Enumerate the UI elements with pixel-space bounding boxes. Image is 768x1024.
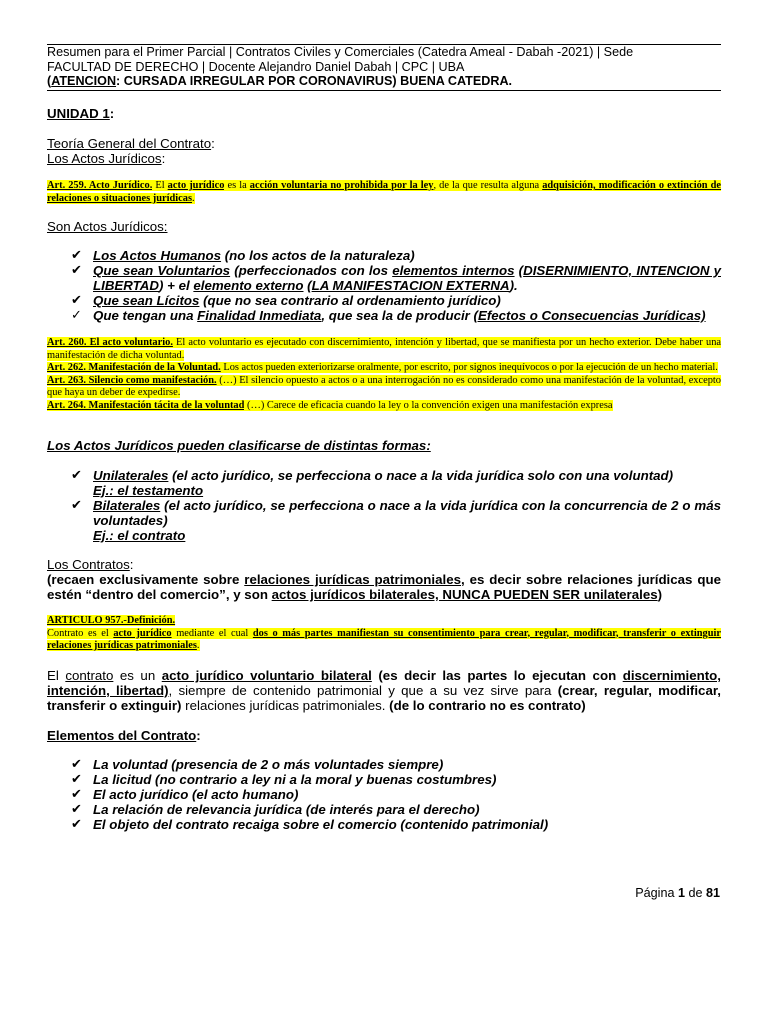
list-item: ✔ Los Actos Humanos (no los actos de la naturaleza) <box>71 248 415 263</box>
articles-260-264 <box>47 337 721 412</box>
check-icon: ✔ <box>71 248 82 263</box>
check-icon: ✔ <box>71 772 82 787</box>
definicion-paragraph: El contrato es un acto jurídico voluntario bilateral (es decir las partes lo ejecutan con discernimiento, intención, libertad), siempre de contenido patrimonial y que a su vez sirve para (crear, regular, modificar, transferir o extinguir) relaciones jurídicas patrimoniales. (de lo contrario no es contrato) <box>47 668 721 713</box>
list-item: ✔ El objeto del contrato recaiga sobre el comercio (contenido patrimonial) <box>71 817 549 832</box>
article-263: Art. 263. Silencio como manifestación. (…) El silencio opuesto a actos o a una interrogación no es considerado como una manifestación de la voluntad, excepto que haya un deber de expedirse. <box>47 374 721 398</box>
check-icon: ✔ <box>71 757 82 772</box>
list-item: ✔ Unilaterales (el acto jurídico, se perfecciona o nace a la vida jurídica solo con una voluntad) Ej.: el testamento <box>71 468 674 498</box>
article-260: Art. 260. El acto voluntario. El acto voluntario es ejecutado con discernimiento, intención y libertad, que se manifiesta por un hecho exterior. Debe haber una manifestación de dicha voluntad. <box>47 337 721 361</box>
list-item: ✔ La relación de relevancia jurídica (de interés para el derecho) <box>71 802 480 817</box>
section-heading-contratos: Los Contratos: <box>47 557 134 572</box>
check-icon: ✔ <box>71 293 82 308</box>
section-heading-son-actos: Son Actos Jurídicos: <box>47 219 168 234</box>
check-icon: ✔ <box>71 498 82 513</box>
list-item: ✓ Que tengan una Finalidad Inmediata, que sea la de producir (Efectos o Consecuencias Jurídicas) <box>71 308 706 323</box>
article-264: Art. 264. Manifestación tácita de la voluntad (…) Carece de eficacia cuando la ley o la convención exigen una manifestación expresa <box>47 399 613 411</box>
header-line-1: Resumen para el Primer Parcial | Contratos Civiles y Comerciales (Catedra Ameal - Dabah -2021) | Sede <box>47 45 634 59</box>
header-line-2: FACULTAD DE DERECHO | Docente Alejandro Daniel Dabah | CPC | UBA <box>47 59 465 74</box>
section-heading-clasificacion: Los Actos Jurídicos pueden clasificarse de distintas formas: <box>47 438 431 453</box>
list-item: ✔ Que sean Voluntarios (perfeccionados con los elementos internos (DISERNIMIENTO, INTENCION y LIBERTAD) + el elemento externo (LA MANIFESTACION EXTERNA). <box>71 263 721 293</box>
list-item: ✔ Bilaterales (el acto jurídico, se perfecciona o nace a la vida jurídica con la concurrencia de 2 o más voluntades) Ej.: el contrato <box>71 498 721 543</box>
elementos-list <box>47 757 721 832</box>
clasificacion-list <box>47 468 721 543</box>
check-icon: ✔ <box>71 263 82 278</box>
article-957: ARTICULO 957.-Definición. Contrato es el acto jurídico mediante el cual dos o más partes manifiestan su consentimiento para crear, regular, modificar, transferir o extinguir relaciones jurídicas patrimoniales. <box>47 615 722 651</box>
document-header <box>47 45 721 89</box>
check-icon: ✔ <box>71 468 82 483</box>
check-icon: ✔ <box>71 802 82 817</box>
list-item: ✔ Que sean Lícitos (que no sea contrario al ordenamiento jurídico) <box>71 293 501 308</box>
list-item: ✔ La licitud (no contrario a ley ni a la moral y buenas costumbres) <box>71 772 497 787</box>
unit-heading: UNIDAD 1: <box>47 106 115 121</box>
list-item: ✔ El acto jurídico (el acto humano) <box>71 787 299 802</box>
page-number: Página 1 de 81 <box>635 886 720 900</box>
check-icon: ✓ <box>71 308 82 323</box>
section-heading-teoria: Teoría General del Contrato: Los Actos Jurídicos: <box>47 136 215 166</box>
article-259: Art. 259. Acto Jurídico. El acto jurídico es la acción voluntaria no prohibida por la ley, de la que resulta alguna adquisición, modificación o extinción de relaciones o situaciones jurídicas. <box>47 180 722 204</box>
section-heading-elementos: Elementos del Contrato: <box>47 728 201 743</box>
check-icon: ✔ <box>71 817 82 832</box>
check-icon: ✔ <box>71 787 82 802</box>
son-actos-list <box>47 248 721 323</box>
list-item: ✔ La voluntad (presencia de 2 o más voluntades siempre) <box>71 757 444 772</box>
contratos-paragraph: (recaen exclusivamente sobre relaciones jurídicas patrimoniales, es decir sobre relaciones jurídicas que estén “dentro del comercio”, y son actos jurídicos bilaterales, NUNCA PUEDEN SER unilaterales) <box>47 572 721 602</box>
article-262: Art. 262. Manifestación de la Voluntad. Los actos pueden exteriorizarse oralmente, por escrito, por signos inequívocos o por la ejecución de un hecho material. <box>47 362 718 373</box>
header-bottom-rule <box>47 90 721 91</box>
header-line-3: (ATENCION: CURSADA IRREGULAR POR CORONAVIRUS) BUENA CATEDRA. <box>47 74 513 88</box>
